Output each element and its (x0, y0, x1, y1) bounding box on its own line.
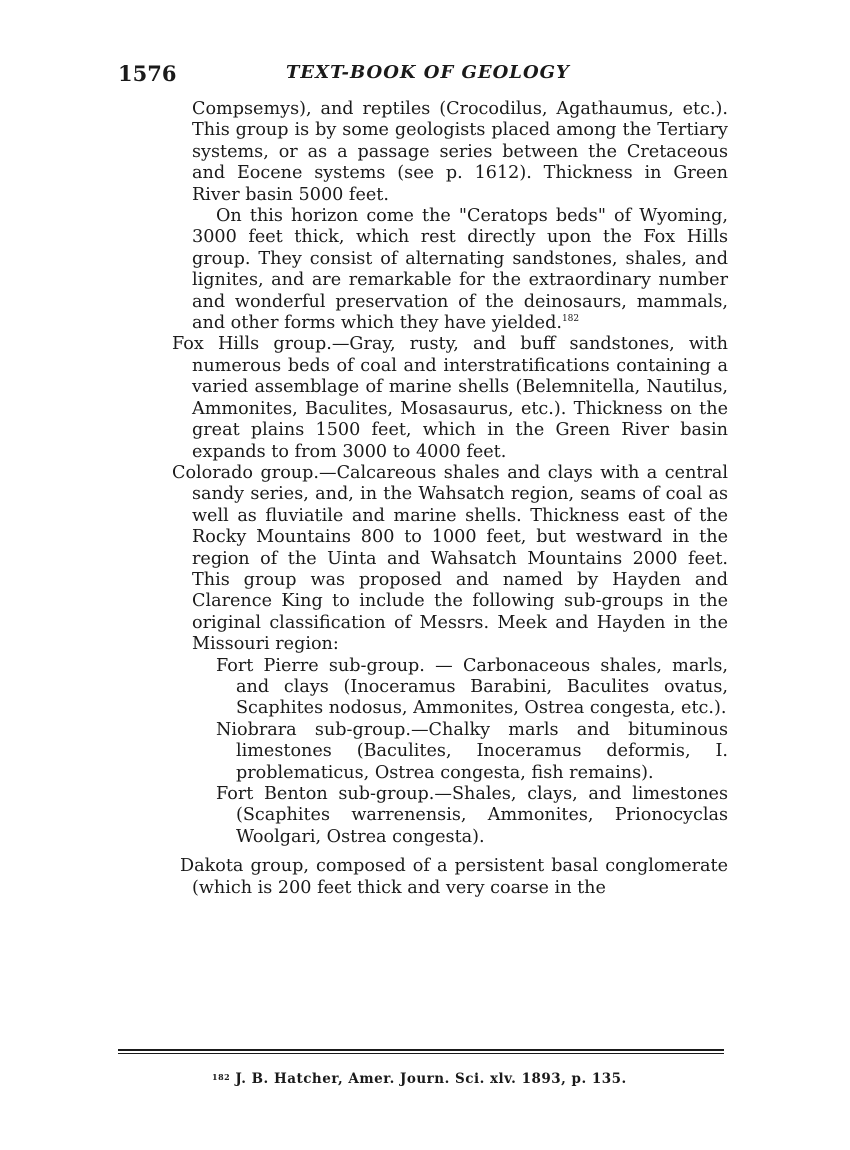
body-text (172, 99, 728, 899)
paragraph-fort-pierre-subgroup: Fort Pierre sub-group. — Carbonaceous shales, marls, and clays (Inoceramus Barabini, Baculites ovatus, Scaphites nodosus, Ammonites, Ostrea congesta, etc.). (216, 655, 728, 719)
running-title: TEXT-BOOK OF GEOLOGY (286, 62, 570, 83)
footnote-divider (118, 1049, 724, 1051)
footnote-divider-thin (118, 1053, 724, 1054)
paragraph-ceratops-text: On this horizon come the "Ceratops beds" of Wyoming, 3000 feet thick, which rest directly upon the Fox Hills group. They consist of alternating sandstones, shales, and lignites, and are remarkable for the extraordinary number and wonderful preservation of the deinosaurs, mammals, and other forms which they have yielded. (192, 206, 728, 334)
paragraph-colorado-group: Colorado group.—Calcareous shales and clays with a central sandy series, and, in the Wahsatch region, seams of coal as well as fluviatile and marine shells. Thickness east of the Rocky Mountains 800 to 1000 feet, but westward in the region of the Uinta and Wahsatch Mountains 2000 feet. This group was proposed and named by Hayden and Clarence King to include the following sub-groups in the original classification of Messrs. Meek and Hayden in the Missouri region: (172, 462, 728, 655)
footnote-number: 182 (212, 1072, 231, 1082)
page-header (118, 61, 728, 91)
footnote (212, 1071, 627, 1087)
paragraph-ceratops-beds (172, 206, 728, 334)
page-number: 1576 (118, 61, 177, 86)
paragraph-fort-benton-subgroup: Fort Benton sub-group.—Shales, clays, and limestones (Scaphites warrenensis, Ammonites, Prionocyclas Woolgari, Ostrea congesta). (216, 784, 728, 847)
footnote-text: J. B. Hatcher, Amer. Journ. Sci. xlv. 1893, p. 135. (235, 1071, 627, 1087)
footnote-reference: 182 (561, 314, 580, 325)
paragraph-fox-hills-group: Fox Hills group.—Gray, rusty, and buff sandstones, with numerous beds of coal and interstratifications containing a varied assemblage of marine shells (Belemnitella, Nautilus, Ammonites, Baculites, Mosasaurus, etc.). Thickness on the great plains 1500 feet, which in the Green River basin expands to from 3000 to 4000 feet. (172, 334, 728, 462)
paragraph-continuation: Compsemys), and reptiles (Crocodilus, Agathaumus, etc.). This group is by some geologists placed among the Tertiary systems, or as a passage series between the Cretaceous and Eocene systems (see p. 1612). Thickness in Green River basin 5000 feet. (192, 99, 728, 205)
paragraph-dakota-group: Dakota group, composed of a persistent basal conglomerate (which is 200 feet thick and very coarse in the (180, 856, 728, 898)
paragraph-niobrara-subgroup: Niobrara sub-group.—Chalky marls and bituminous limestones (Baculites, Inoceramus deformis, I. problematicus, Ostrea congesta, fish remains). (216, 719, 728, 783)
